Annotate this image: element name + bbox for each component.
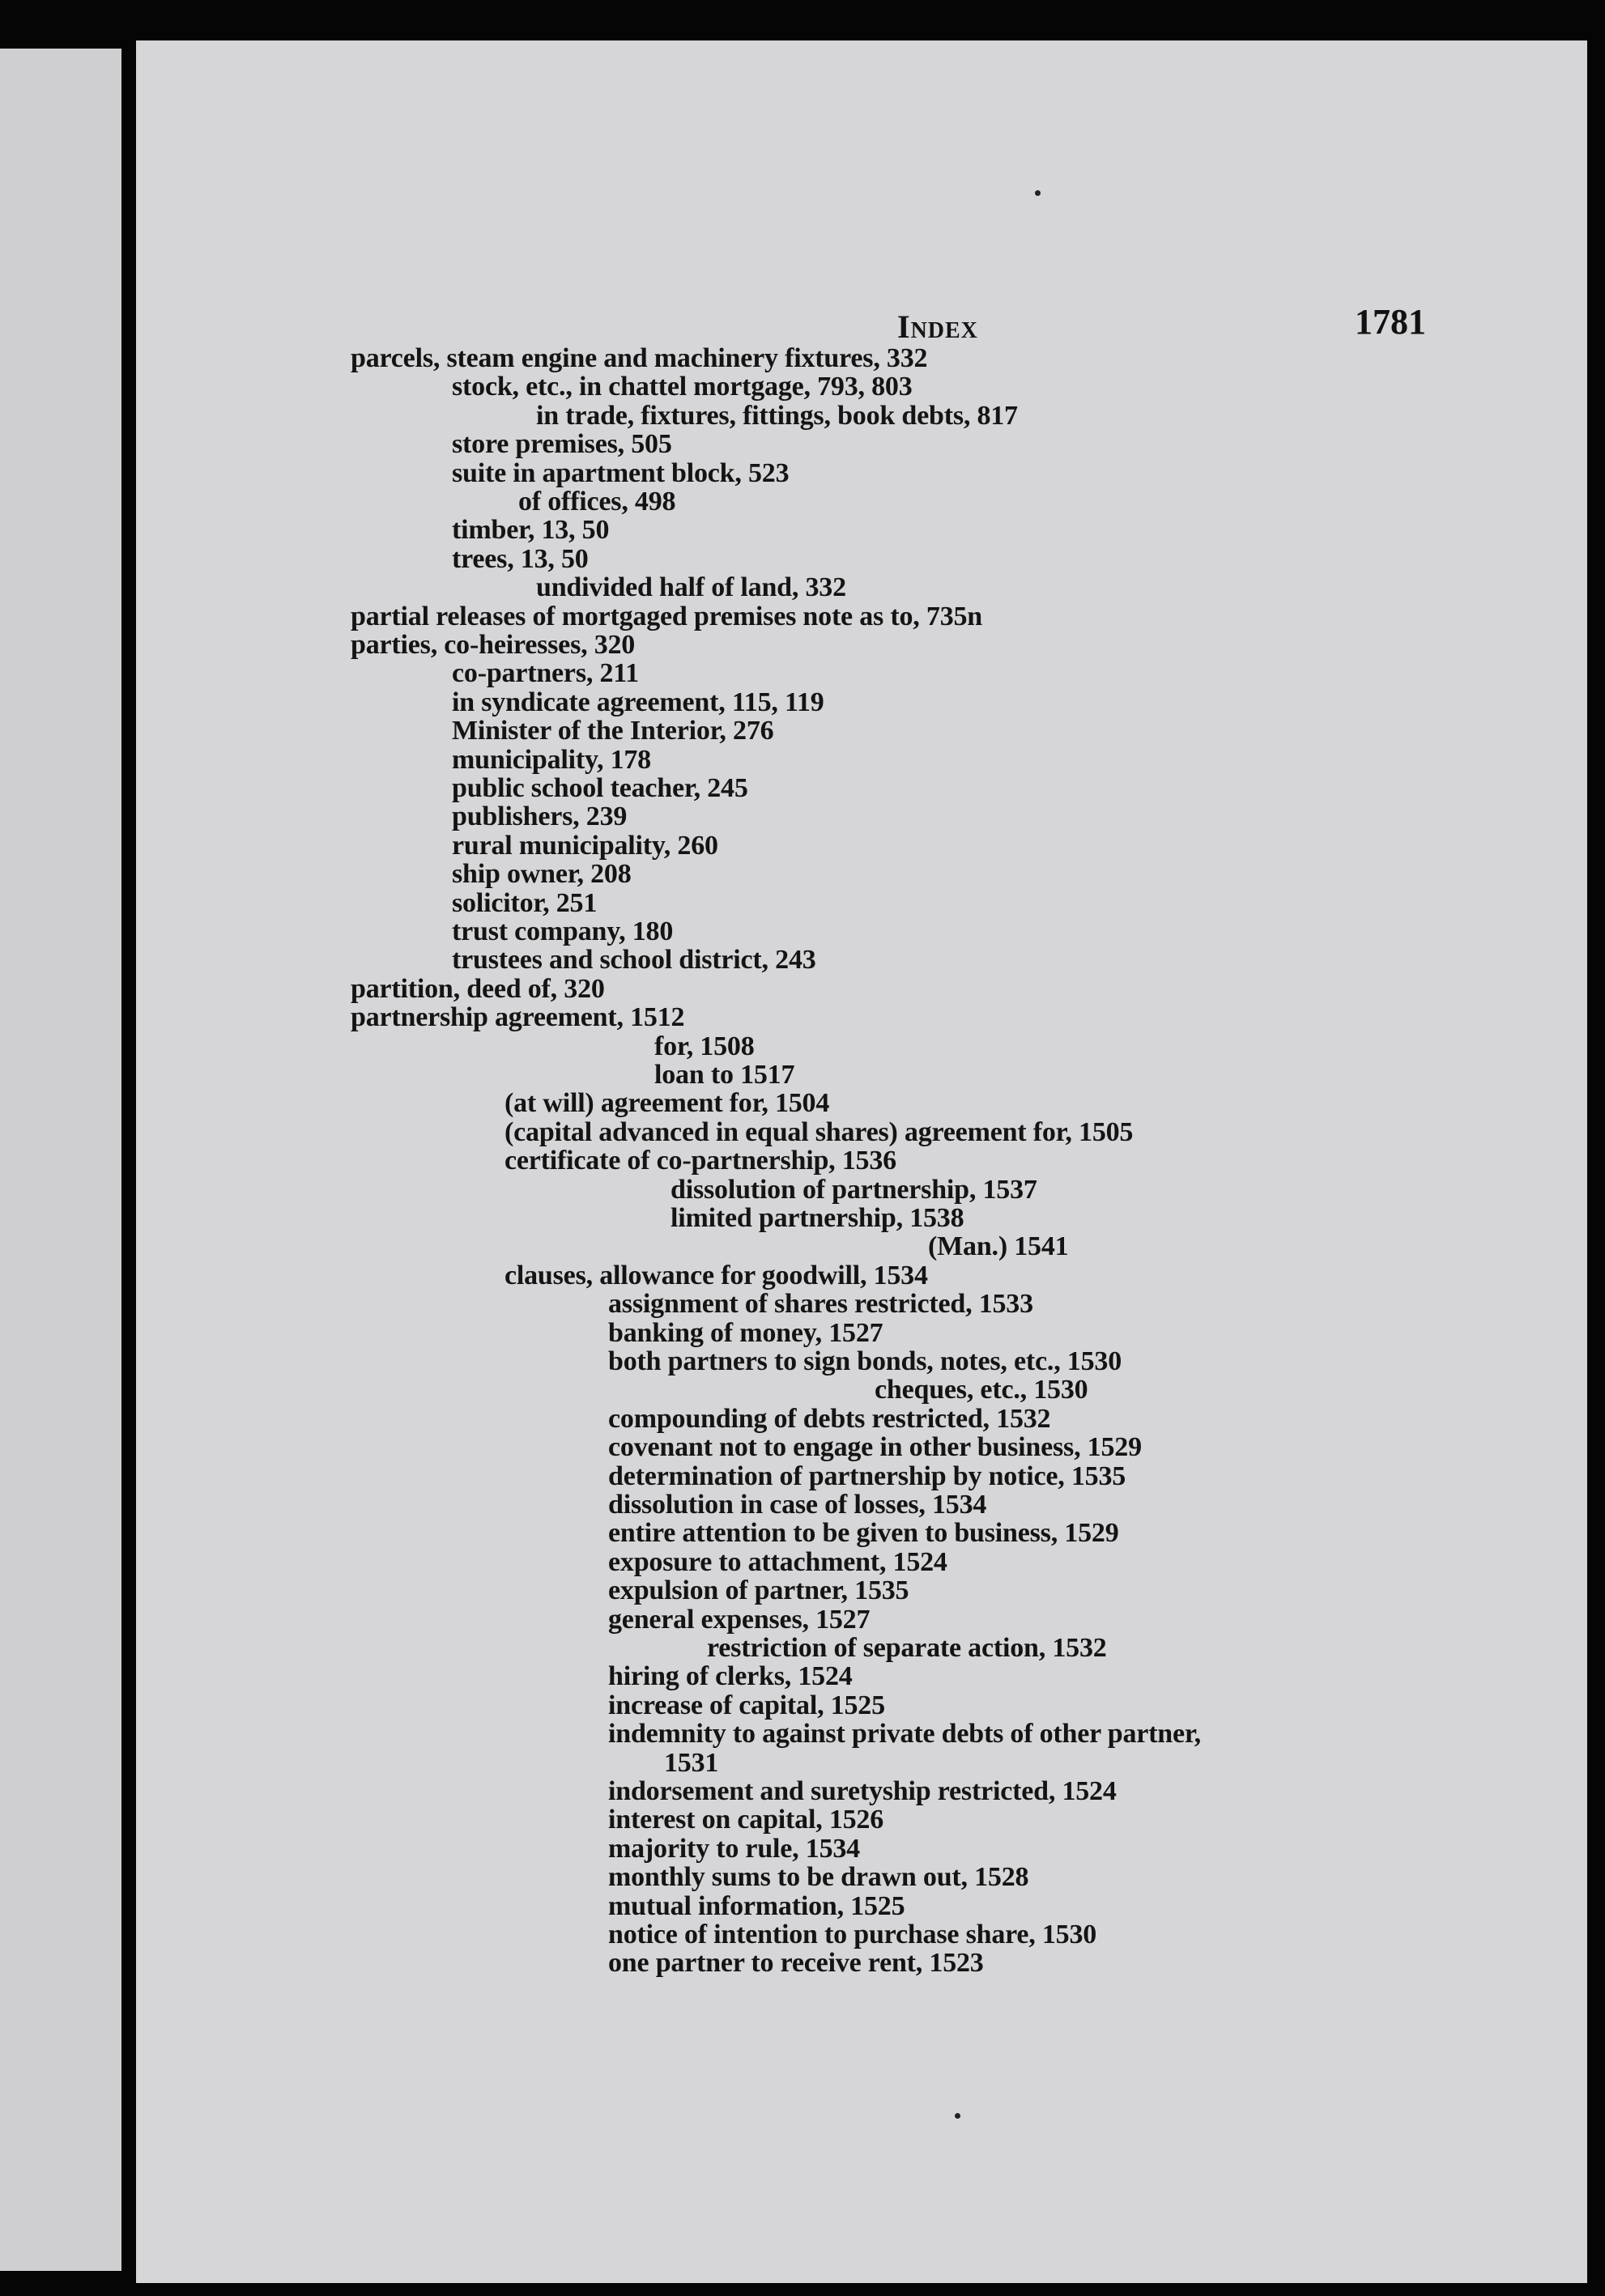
- index-entry: (Man.) 1541: [928, 1231, 1069, 1261]
- index-entry: co-partners, 211: [452, 658, 639, 688]
- index-entry: solicitor, 251: [452, 888, 598, 918]
- index-entry: in syndicate agreement, 115, 119: [452, 687, 824, 717]
- index-entry: Minister of the Interior, 276: [452, 716, 774, 746]
- index-entry: indemnity to against private debts of other partner,: [608, 1719, 1201, 1749]
- index-entry: one partner to receive rent, 1523: [608, 1948, 984, 1978]
- index-entry: exposure to attachment, 1524: [608, 1547, 947, 1577]
- index-entry: determination of partnership by notice, 1535: [608, 1461, 1126, 1491]
- index-entry: general expenses, 1527: [608, 1605, 871, 1635]
- index-entry: loan to 1517: [654, 1060, 795, 1090]
- page-number: 1781: [1355, 302, 1426, 342]
- index-entry: for, 1508: [654, 1031, 755, 1061]
- index-entry: publishers, 239: [452, 801, 628, 831]
- index-entry: in trade, fixtures, fittings, book debts, 817: [536, 401, 1018, 431]
- index-entry: dissolution in case of losses, 1534: [608, 1490, 987, 1520]
- index-entry: entire attention to be given to business, 1529: [608, 1518, 1119, 1548]
- index-entry: suite in apartment block, 523: [452, 458, 790, 488]
- index-entry: trust company, 180: [452, 916, 674, 946]
- index-entry: monthly sums to be drawn out, 1528: [608, 1862, 1029, 1892]
- index-entry: hiring of clerks, 1524: [608, 1661, 853, 1691]
- index-entry: dissolution of partnership, 1537: [671, 1175, 1037, 1205]
- index-entry: clauses, allowance for goodwill, 1534: [504, 1261, 928, 1290]
- running-header: Index: [897, 308, 978, 345]
- index-entry: indorsement and suretyship restricted, 1524: [608, 1776, 1117, 1806]
- index-entry: increase of capital, 1525: [608, 1690, 885, 1720]
- index-entry: assignment of shares restricted, 1533: [608, 1289, 1033, 1319]
- index-entry: parties, co-heiresses, 320: [351, 630, 636, 660]
- index-entry: stock, etc., in chattel mortgage, 793, 803: [452, 372, 913, 402]
- index-entry: (at will) agreement for, 1504: [504, 1088, 830, 1118]
- index-entry: trees, 13, 50: [452, 544, 589, 574]
- index-entry: trustees and school district, 243: [452, 945, 816, 975]
- index-entry: interest on capital, 1526: [608, 1805, 884, 1835]
- index-entry: municipality, 178: [452, 745, 651, 775]
- index-entry: certificate of co-partnership, 1536: [504, 1146, 896, 1176]
- index-entry: restriction of separate action, 1532: [707, 1633, 1107, 1663]
- facing-page-edge: [0, 49, 121, 2271]
- index-entry: partial releases of mortgaged premises note as to, 735n: [351, 602, 983, 631]
- index-entry: undivided half of land, 332: [536, 572, 846, 602]
- index-entry: public school teacher, 245: [452, 773, 748, 803]
- index-entry: covenant not to engage in other business, 1529: [608, 1432, 1142, 1462]
- index-entry: partition, deed of, 320: [351, 974, 605, 1004]
- index-page: [136, 40, 1587, 2283]
- index-entry: cheques, etc., 1530: [875, 1375, 1088, 1405]
- index-entry: (capital advanced in equal shares) agreement for, 1505: [504, 1117, 1134, 1147]
- index-entry: 1531: [664, 1748, 719, 1778]
- index-entry: mutual information, 1525: [608, 1891, 905, 1921]
- index-entry: compounding of debts restricted, 1532: [608, 1404, 1051, 1434]
- index-entry: banking of money, 1527: [608, 1318, 883, 1348]
- index-entry: notice of intention to purchase share, 1530: [608, 1920, 1097, 1949]
- ink-speck: [955, 2113, 960, 2119]
- index-entry: rural municipality, 260: [452, 831, 718, 861]
- index-entry: store premises, 505: [452, 429, 672, 459]
- index-entry: expulsion of partner, 1535: [608, 1575, 909, 1605]
- index-entry: limited partnership, 1538: [671, 1203, 964, 1233]
- index-entry: partnership agreement, 1512: [351, 1002, 685, 1032]
- index-entry: majority to rule, 1534: [608, 1834, 860, 1864]
- ink-speck: [1035, 190, 1041, 196]
- index-entry: timber, 13, 50: [452, 515, 610, 545]
- index-entry: both partners to sign bonds, notes, etc., 1530: [608, 1346, 1122, 1376]
- index-entry: of offices, 498: [518, 487, 676, 517]
- index-entry: parcels, steam engine and machinery fixtures, 332: [351, 343, 928, 373]
- index-entry: ship owner, 208: [452, 859, 632, 889]
